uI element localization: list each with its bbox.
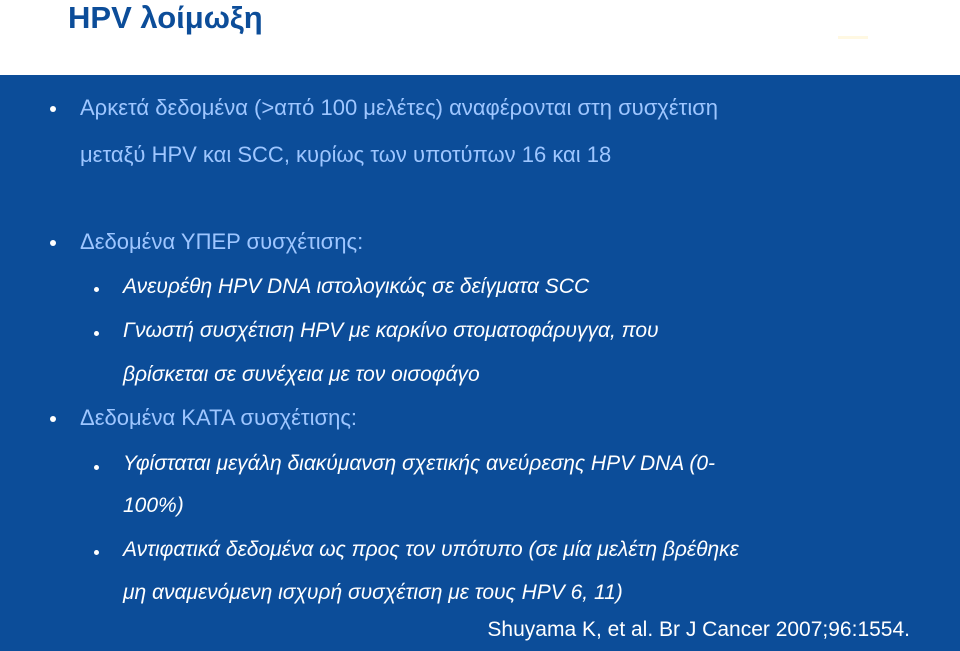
sub-bullet-text-continuation: βρίσκεται σε συνέχεια με τον οισοφάγο	[123, 363, 480, 386]
sub-bullet-text-line: Γνωστή συσχέτιση HPV με καρκίνο στοματοφάρυγγα, που	[123, 319, 659, 342]
bullet-text-continuation: μεταξύ HPV και SCC, κυρίως των υποτύπων 16 και 18	[80, 142, 612, 167]
bullet-dot-small	[94, 465, 99, 470]
sub-bullet-text-line: Υφίσταται μεγάλη διακύμανση σχετικής ανεύρεσης HPV DNA (0-	[123, 452, 716, 475]
sub-bullet-text-continuation: 100%)	[123, 494, 184, 517]
sub-bullet-text-line: Ανευρέθη HPV DNA ιστολογικώς σε δείγματα SCC	[123, 275, 590, 298]
bullet-dot	[50, 106, 56, 112]
bullet-dot-small	[94, 287, 99, 292]
bullet-dot-small	[94, 331, 99, 336]
bullet-text-line: Δεδομένα ΥΠΕΡ συσχέτισης:	[80, 229, 364, 254]
bullet-text-line: Δεδομένα ΚΑΤΑ συσχέτισης:	[80, 405, 358, 430]
bullet-text-line: Αρκετά δεδομένα (>από 100 μελέτες) αναφέρονται στη συσχέτιση	[80, 95, 719, 120]
citation: Shuyama K, et al. Br J Cancer 2007;96:1554.	[487, 618, 910, 641]
bullet-dot	[50, 416, 56, 422]
sub-bullet-text-line: Αντιφατικά δεδομένα ως προς τον υπότυπο (σε μία μελέτη βρέθηκε	[123, 538, 739, 561]
bullet-dot-small	[94, 550, 99, 555]
bullet-dot	[50, 240, 56, 246]
slide-title: HPV λοίμωξη	[68, 0, 263, 35]
decorative-mark	[838, 36, 868, 39]
sub-bullet-text-continuation: μη αναμενόμενη ισχυρή συσχέτιση με τους HPV 6, 11)	[123, 581, 623, 604]
